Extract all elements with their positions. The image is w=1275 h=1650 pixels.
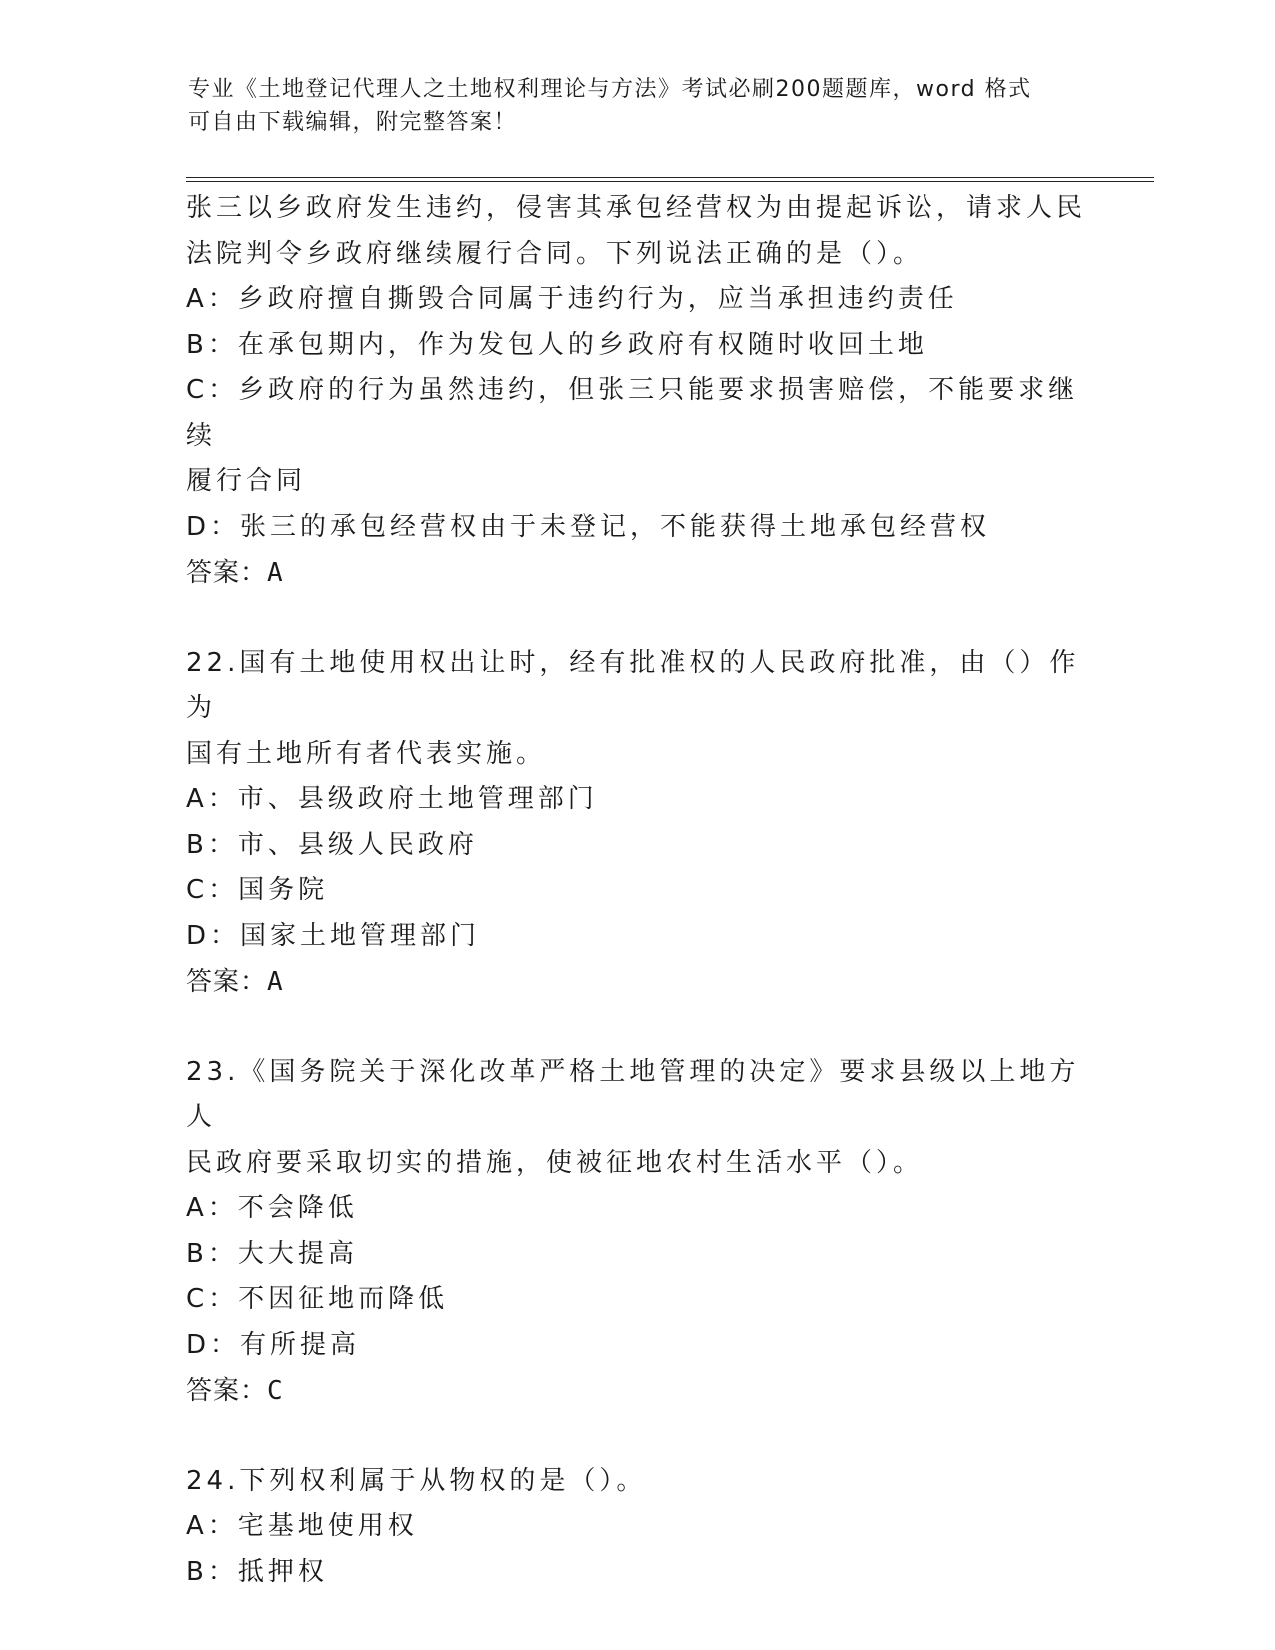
question-stem-line: 民政府要采取切实的措施，使被征地农村生活水平（）。 bbox=[186, 1147, 924, 1178]
question-item bbox=[186, 1050, 1086, 1415]
answer-value: A bbox=[267, 558, 283, 588]
option-a: A：市、县级政府土地管理部门 bbox=[186, 784, 598, 814]
question-stem-line: 国有土地所有者代表实施。 bbox=[186, 738, 547, 769]
question-stem-line: 24.下列权利属于从物权的是（）。 bbox=[186, 1465, 647, 1496]
answer-line bbox=[186, 959, 1086, 1006]
question-item bbox=[186, 186, 1086, 597]
answer-value: C bbox=[267, 1376, 283, 1406]
option-d: D：有所提高 bbox=[186, 1329, 361, 1360]
question-stem-line: 张三以乡政府发生违约，侵害其承包经营权为由提起诉讼，请求人民 bbox=[186, 193, 1087, 223]
option-a: A：宅基地使用权 bbox=[186, 1511, 418, 1541]
answer-label: 答案： bbox=[186, 557, 268, 587]
answer-label: 答案： bbox=[186, 1375, 268, 1405]
option-c: C：不因征地而降低 bbox=[186, 1284, 449, 1314]
option-c: C：国务院 bbox=[186, 875, 329, 905]
question-item bbox=[186, 641, 1086, 1006]
question-list bbox=[186, 186, 1086, 1595]
option-c: C：乡政府的行为虽然违约，但张三只能要求损害赔偿，不能要求继续 bbox=[186, 375, 1079, 451]
answer-label: 答案： bbox=[186, 966, 268, 996]
option-b: B：抵押权 bbox=[186, 1556, 328, 1587]
document-header bbox=[188, 73, 1068, 139]
question-stem-line: 23.《国务院关于深化改革严格土地管理的决定》要求县级以上地方人 bbox=[186, 1056, 1080, 1132]
question-stem-line: 法院判令乡政府继续履行合同。下列说法正确的是（）。 bbox=[186, 238, 924, 269]
option-b: B：大大提高 bbox=[186, 1238, 358, 1269]
option-a: A：乡政府擅自撕毁合同属于违约行为，应当承担违约责任 bbox=[186, 284, 958, 314]
header-line-1: 专业《土地登记代理人之土地权利理论与方法》考试必刷200题题库，word 格式 bbox=[188, 77, 1032, 102]
header-double-rule bbox=[186, 177, 1154, 182]
option-b: B：市、县级人民政府 bbox=[186, 829, 478, 860]
option-c-continued: 履行合同 bbox=[186, 466, 307, 496]
question-stem-line: 22.国有土地使用权出让时，经有批准权的人民政府批准，由（）作为 bbox=[186, 647, 1080, 723]
option-d: D：国家土地管理部门 bbox=[186, 920, 481, 951]
question-item bbox=[186, 1459, 1086, 1596]
header-line-2: 可自由下载编辑，附完整答案！ bbox=[188, 110, 518, 135]
answer-line bbox=[186, 550, 1086, 597]
option-b: B：在承包期内，作为发包人的乡政府有权随时收回土地 bbox=[186, 329, 928, 360]
answer-value: A bbox=[267, 967, 283, 997]
option-d: D：张三的承包经营权由于未登记，不能获得土地承包经营权 bbox=[186, 511, 991, 542]
answer-line bbox=[186, 1368, 1086, 1415]
option-a: A：不会降低 bbox=[186, 1193, 358, 1223]
